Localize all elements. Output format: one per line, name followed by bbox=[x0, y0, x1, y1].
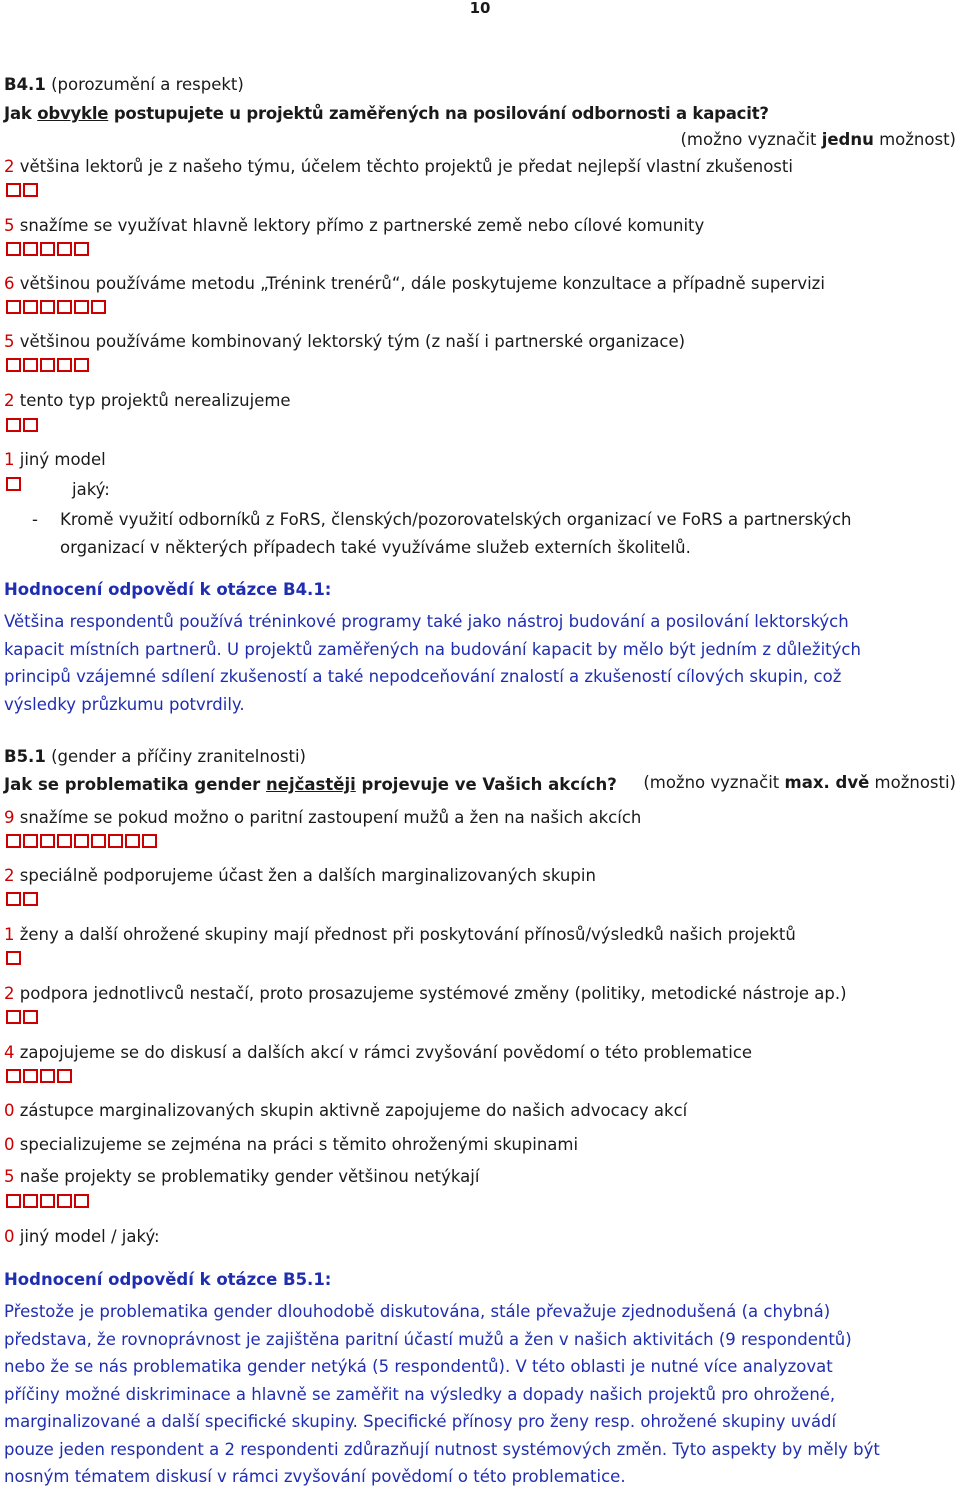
b4-question-post: postupujete u projektů zaměřených na posilování odbornosti a kapacit? bbox=[108, 104, 769, 123]
b5-hint bbox=[643, 773, 956, 792]
tally-box-icon bbox=[6, 358, 21, 372]
b5-question-post: projevuje ve Vašich akcích? bbox=[355, 775, 617, 794]
tally-box-icon bbox=[74, 1194, 89, 1208]
b5-eval-paragraph bbox=[4, 1298, 954, 1491]
option-count: 4 bbox=[4, 1043, 15, 1062]
b4-eval-line: kapacit místních partnerů. U projektů zaměřených na budování kapacit by mělo být jedním z důležitých bbox=[4, 639, 861, 659]
b4-other-line1: Kromě využití odborníků z FoRS, členských/pozorovatelských organizací ve FoRS a partnerských bbox=[60, 510, 852, 529]
b5-question-pre: Jak se problematika gender bbox=[4, 775, 267, 794]
tally-box-icon bbox=[6, 183, 21, 197]
tally-box-icon bbox=[91, 300, 106, 314]
b4-question-pre: Jak bbox=[4, 104, 38, 123]
tally-box-icon bbox=[108, 834, 123, 848]
option-count: 2 bbox=[4, 391, 15, 410]
b5-hint-bold: max. dvě bbox=[784, 773, 870, 792]
tally-box-icon bbox=[40, 1069, 55, 1083]
b5-eval-line: Přestože je problematika gender dlouhodobě diskutována, stále převažuje zjednodušená (a chybná) bbox=[4, 1302, 831, 1321]
option-count: 2 bbox=[4, 984, 15, 1003]
option-text: specializujeme se zejména na práci s těmito ohroženými skupinami bbox=[19, 1135, 579, 1154]
b5-eval-line: představa, že rovnoprávnost je zajištěna paritní účastí mužů a žen v našich aktivitách (9 respondentů) bbox=[4, 1329, 852, 1349]
b4-subtitle: (porozumění a respekt) bbox=[51, 75, 244, 94]
option-text: podpora jednotlivců nestačí, proto prosazujeme systémové změny (politiky, metodické nástroje ap.) bbox=[19, 984, 847, 1003]
tally-boxes bbox=[6, 418, 40, 434]
option-text: snažíme se využívat hlavně lektory přímo z partnerské země nebo cílové komunity bbox=[19, 216, 705, 235]
option-count: 0 bbox=[4, 1227, 15, 1246]
tally-box-icon bbox=[40, 242, 55, 256]
tally-boxes bbox=[6, 242, 91, 258]
b4-hint bbox=[681, 130, 957, 149]
option-row bbox=[4, 806, 641, 830]
b5-eval-line: nosným tématem diskusí v rámci zvyšování povědomí o této problematice. bbox=[4, 1467, 626, 1486]
option-count: 6 bbox=[4, 274, 15, 293]
option-row bbox=[4, 155, 793, 179]
option-count: 5 bbox=[4, 216, 15, 235]
tally-box-icon bbox=[23, 1010, 38, 1024]
tally-boxes bbox=[6, 1069, 74, 1085]
b4-eval-line: Většina respondentů používá tréninkové programy také jako nástroj budování a posilování lektorských bbox=[4, 612, 849, 631]
b5-eval-line: příčiny možné diskriminace a hlavně se zaměřit na výsledky a dopady našich projektů pro ohrožené, bbox=[4, 1384, 836, 1404]
tally-box-icon bbox=[23, 1069, 38, 1083]
option-count: 2 bbox=[4, 866, 15, 885]
option-row bbox=[4, 982, 847, 1006]
tally-box-icon bbox=[40, 358, 55, 372]
b5-heading bbox=[4, 745, 306, 769]
tally-box-icon bbox=[40, 300, 55, 314]
tally-box-icon bbox=[6, 834, 21, 848]
tally-box-icon bbox=[6, 951, 21, 965]
b4-hint-post: možnost) bbox=[873, 130, 956, 149]
tally-box-icon bbox=[6, 242, 21, 256]
option-count: 1 bbox=[4, 925, 15, 944]
option-row bbox=[4, 272, 825, 296]
tally-box-icon bbox=[125, 834, 140, 848]
tally-box-icon bbox=[6, 300, 21, 314]
b4-other-line2: organizací v některých případech také využíváme služeb externích školitelů. bbox=[60, 538, 691, 557]
b4-eval-paragraph bbox=[4, 608, 954, 718]
tally-box-icon bbox=[74, 834, 89, 848]
option-count: 0 bbox=[4, 1135, 15, 1154]
tally-box-icon bbox=[74, 242, 89, 256]
option-row bbox=[4, 1099, 687, 1123]
option-row bbox=[4, 923, 796, 947]
b5-question bbox=[4, 773, 617, 797]
tally-box-icon bbox=[23, 1194, 38, 1208]
option-text: jiný model bbox=[19, 450, 106, 469]
tally-box-icon bbox=[57, 1194, 72, 1208]
tally-box-icon bbox=[6, 1010, 21, 1024]
tally-boxes bbox=[6, 1010, 40, 1026]
tally-box-icon bbox=[57, 242, 72, 256]
option-count: 5 bbox=[4, 1167, 15, 1186]
b5-eval-line: marginalizované a další specifické skupiny. Specifické přínosy pro ženy resp. ohrožené skupiny uvádí bbox=[4, 1412, 837, 1431]
b4-question-underlined: obvykle bbox=[37, 104, 109, 123]
tally-box-icon bbox=[6, 477, 21, 491]
b4-hint-pre: (možno vyznačit bbox=[680, 130, 822, 149]
option-row bbox=[4, 1225, 160, 1249]
option-row bbox=[4, 864, 596, 888]
b4-other-dash: - bbox=[32, 510, 38, 529]
b4-other-label: jaký: bbox=[72, 480, 110, 499]
tally-box-icon bbox=[23, 834, 38, 848]
tally-box-icon bbox=[6, 418, 21, 432]
option-row bbox=[4, 330, 685, 354]
b5-code: B5.1 bbox=[4, 747, 46, 766]
option-text: naše projekty se problematiky gender většinou netýkají bbox=[19, 1167, 480, 1186]
option-count: 2 bbox=[4, 157, 15, 176]
option-text: ženy a další ohrožené skupiny mají přednost při poskytování přínosů/výsledků našich projektů bbox=[19, 925, 796, 944]
b4-eval-line: výsledky průzkumu potvrdily. bbox=[4, 694, 245, 714]
tally-box-icon bbox=[142, 834, 157, 848]
tally-boxes bbox=[6, 358, 91, 374]
b5-question-underlined: nejčastěji bbox=[266, 775, 356, 794]
option-count: 1 bbox=[4, 450, 15, 469]
b4-code: B4.1 bbox=[4, 75, 46, 94]
tally-boxes bbox=[6, 951, 23, 967]
b4-hint-bold: jednu bbox=[821, 130, 874, 149]
tally-box-icon bbox=[57, 834, 72, 848]
tally-box-icon bbox=[23, 242, 38, 256]
b4-heading bbox=[4, 73, 244, 97]
tally-boxes bbox=[6, 183, 40, 199]
option-text: speciálně podporujeme účast žen a dalších marginalizovaných skupin bbox=[19, 866, 596, 885]
b5-subtitle: (gender a příčiny zranitelnosti) bbox=[51, 747, 306, 766]
tally-box-icon bbox=[6, 1194, 21, 1208]
tally-box-icon bbox=[74, 300, 89, 314]
option-text: jiný model / jaký: bbox=[19, 1227, 160, 1246]
option-text: zástupce marginalizovaných skupin aktivně zapojujeme do našich advocacy akcí bbox=[19, 1101, 688, 1120]
option-text: snažíme se pokud možno o paritní zastoupení mužů a žen na našich akcích bbox=[19, 808, 642, 827]
tally-box-icon bbox=[23, 183, 38, 197]
option-count: 0 bbox=[4, 1101, 15, 1120]
page-number: 10 bbox=[469, 0, 491, 17]
tally-box-icon bbox=[74, 358, 89, 372]
tally-box-icon bbox=[23, 418, 38, 432]
tally-box-icon bbox=[23, 358, 38, 372]
option-count: 9 bbox=[4, 808, 15, 827]
option-row bbox=[4, 1133, 578, 1157]
option-count: 5 bbox=[4, 332, 15, 351]
tally-boxes bbox=[6, 477, 23, 493]
tally-boxes bbox=[6, 1194, 91, 1210]
tally-box-icon bbox=[40, 1194, 55, 1208]
option-text: většinou používáme kombinovaný lektorský tým (z naší i partnerské organizace) bbox=[19, 332, 686, 351]
option-text: většinou používáme metodu „Trénink trenérů“, dále poskytujeme konzultace a případně supervizi bbox=[19, 274, 825, 293]
b4-eval-line: principů vzájemné sdílení zkušeností a také nepodceňování znalostí a zkušeností cílových skupin, což bbox=[4, 667, 842, 686]
option-row bbox=[4, 214, 704, 238]
b5-eval-line: pouze jeden respondent a 2 respondenti zdůrazňují nutnost systémových změn. Tyto aspekty by měly být bbox=[4, 1439, 880, 1459]
option-row bbox=[4, 1041, 752, 1065]
tally-boxes bbox=[6, 834, 159, 850]
b4-question bbox=[4, 102, 769, 126]
option-text: zapojujeme se do diskusí a dalších akcí v rámci zvyšování povědomí o této problematice bbox=[19, 1043, 753, 1062]
tally-boxes bbox=[6, 300, 108, 316]
b5-hint-post: možnosti) bbox=[869, 773, 956, 792]
tally-box-icon bbox=[57, 1069, 72, 1083]
b5-eval-title: Hodnocení odpovědí k otázce B5.1: bbox=[4, 1270, 332, 1289]
tally-boxes bbox=[6, 892, 40, 908]
option-text: většina lektorů je z našeho týmu, účelem těchto projektů je předat nejlepší vlastní zkušenosti bbox=[19, 157, 793, 176]
tally-box-icon bbox=[57, 300, 72, 314]
b4-eval-title: Hodnocení odpovědí k otázce B4.1: bbox=[4, 580, 332, 599]
tally-box-icon bbox=[91, 834, 106, 848]
tally-box-icon bbox=[23, 892, 38, 906]
tally-box-icon bbox=[6, 1069, 21, 1083]
b5-eval-line: nebo že se nás problematika gender netýká (5 respondentů). V této oblasti je nutné více analyzovat bbox=[4, 1357, 833, 1376]
tally-box-icon bbox=[6, 892, 21, 906]
tally-box-icon bbox=[23, 300, 38, 314]
tally-box-icon bbox=[40, 834, 55, 848]
option-text: tento typ projektů nerealizujeme bbox=[19, 391, 291, 410]
tally-box-icon bbox=[57, 358, 72, 372]
option-row bbox=[4, 389, 291, 413]
option-row bbox=[4, 1165, 479, 1189]
b5-hint-pre: (možno vyznačit bbox=[643, 773, 785, 792]
option-row bbox=[4, 448, 106, 472]
